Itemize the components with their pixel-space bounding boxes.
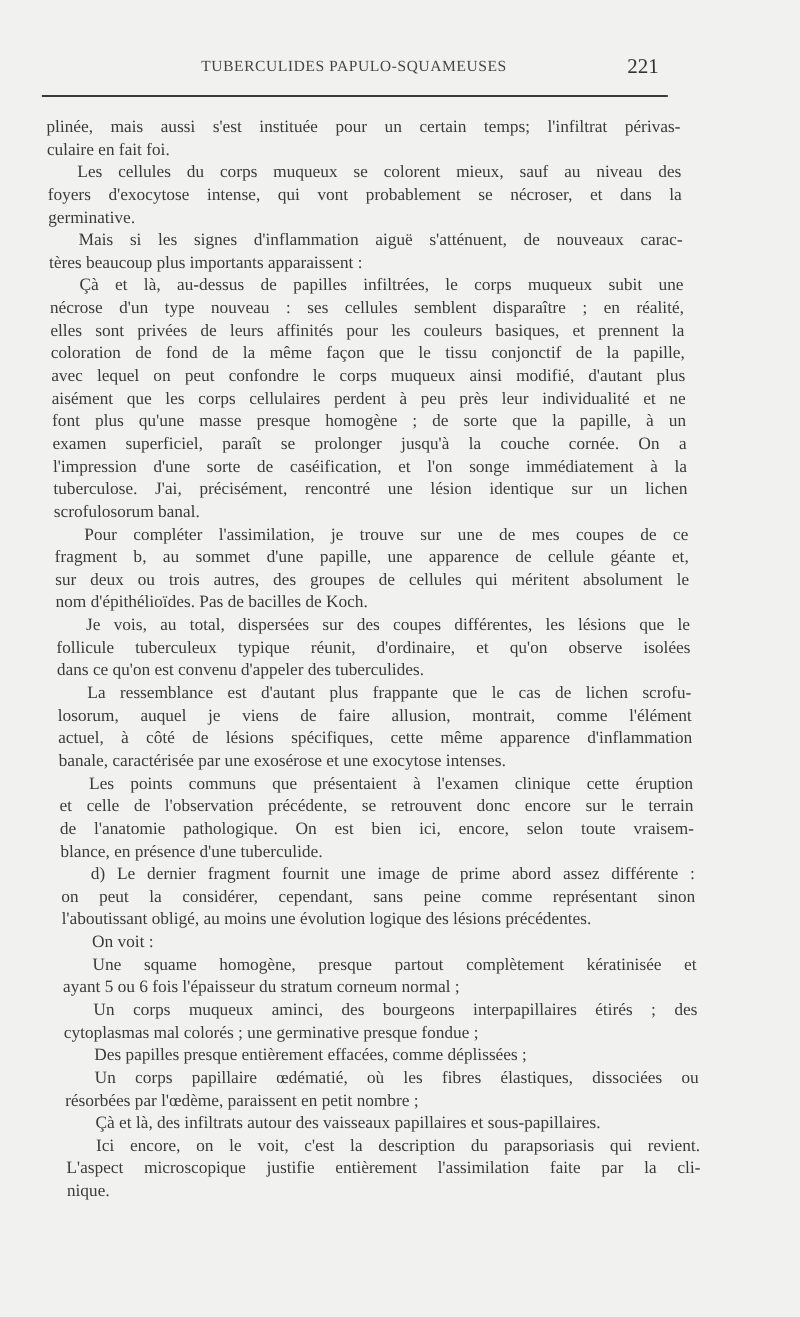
- text-line: foyers d'exocytose intense, qui vont probablement se nécroser, et dans la: [47, 184, 682, 204]
- text-line: cytoplasmas mal colorés ; une germinative presque fondue ;: [63, 1022, 479, 1042]
- text-line: résorbées par l'œdème, paraissent en petit nombre ;: [64, 1090, 419, 1110]
- text-line: fragment b, au sommet d'une papille, une apparence de cellule géante et,: [54, 547, 689, 567]
- text-line: banale, caractérisée par une exosérose et une exocytose intenses.: [58, 750, 506, 770]
- paragraph: [64, 1067, 699, 1112]
- text-line: On voit :: [91, 932, 154, 952]
- text-line: examen superficiel, paraît se prolonger jusqu'à la couche cornée. On a: [52, 433, 687, 453]
- text-line: plinée, mais aussi s'est instituée pour un certain temps; l'infiltrat périvas-: [46, 117, 681, 136]
- text-line: culaire en fait foi.: [46, 139, 170, 159]
- text-line: ayant 5 ou 6 fois l'épaisseur du stratum corneum normal ;: [62, 977, 460, 997]
- text-line: on peut la considérer, cependant, sans peine comme représentant sinon: [61, 886, 696, 906]
- text-line: avec lequel on peut confondre le corps muqueux ainsi modifié, d'autant plus: [51, 366, 686, 386]
- text-line: nique.: [66, 1181, 110, 1201]
- text-line: d) Le dernier fragment fournit une image de prime abord assez différente :: [90, 864, 695, 884]
- header-rule: [42, 95, 668, 97]
- text-line: germinative.: [47, 207, 136, 227]
- text-line: Çà et là, des infiltrats autour des vaisseaux papillaires et sous-papillaires.: [95, 1113, 601, 1133]
- paragraph: [64, 1044, 698, 1067]
- text-line: nécrose d'un type nouveau : ses cellules semblent disparaître ; en réalité,: [49, 298, 685, 318]
- paragraph: [63, 999, 698, 1044]
- text-line: actuel, à côté de lésions spécifiques, cette même apparence d'inflammation: [57, 728, 693, 748]
- text-line: nom d'épithélioïdes. Pas de bacilles de Koch.: [55, 592, 368, 612]
- text-line: Un corps papillaire œdématié, où les fibres élastiques, dissociées ou: [94, 1067, 699, 1087]
- text-line: Çà et là, au-dessus de papilles infiltrées, le corps muqueux subit une: [79, 275, 684, 295]
- text-line: aisément que les corps cellulaires perdent à peu près leur individualité et ne: [51, 388, 686, 408]
- paragraph: [59, 773, 695, 864]
- text-line: elles sont privées de leurs affinités pour les couleurs basiques, et prennent la: [50, 320, 685, 340]
- text-line: losorum, auquel je viens de faire allusion, montrait, comme l'élément: [57, 705, 692, 725]
- paragraph: [54, 524, 690, 615]
- paragraph: [47, 161, 682, 229]
- text-line: tères beaucoup plus importants apparaissent :: [48, 252, 363, 272]
- text-line: Ici encore, on le voit, c'est la description du parapsoriasis qui revient.: [95, 1135, 701, 1155]
- text-line: Je vois, au total, dispersées sur des coupes différentes, les lésions que le: [85, 615, 691, 635]
- text-line: font plus qu'une masse presque homogène ; de sorte que la papille, à un: [51, 411, 687, 431]
- paragraph: [56, 614, 691, 682]
- text-line: coloration de fond de la même façon que le tissu conjonctif de la papille,: [50, 343, 685, 363]
- paragraph: [65, 1112, 699, 1135]
- text-line: Les cellules du corps muqueux se colorent mieux, sauf au niveau des: [77, 162, 682, 182]
- text-line: L'aspect microscopique justifie entièrement l'assimilation faite par la cli-: [66, 1158, 701, 1178]
- text-line: sur deux ou trois autres, des groupes de cellules qui méritent absolument le: [54, 569, 690, 589]
- text-line: Un corps muqueux aminci, des bourgeons interpapillaires étirés ; des: [93, 999, 698, 1019]
- text-line: Mais si les signes d'inflammation aiguë s'atténuent, de nouveaux carac-: [78, 230, 683, 250]
- body-text: [46, 116, 701, 1203]
- text-line: follicule tuberculeux typique réunit, d'ordinaire, et qu'on observe isolées: [56, 637, 691, 657]
- text-line: Une squame homogène, presque partout complètement kératinisée et: [92, 954, 697, 974]
- text-line: Pour compléter l'assimilation, je trouve sur une de mes coupes de ce: [84, 524, 689, 544]
- text-line: La ressemblance est d'autant plus frappante que le cas de lichen scrofu-: [87, 683, 692, 703]
- text-line: scrofulosorum banal.: [53, 501, 200, 521]
- page-number: 221: [627, 54, 659, 78]
- paragraph: [57, 682, 693, 773]
- text-line: et celle de l'observation précédente, se retrouvent donc encore sur le terrain: [59, 796, 694, 816]
- paragraph: [46, 116, 681, 161]
- text-line: l'aboutissant obligé, au moins une évolution logique des lésions précédentes.: [61, 909, 592, 929]
- paragraph: [62, 931, 696, 954]
- paragraph: [66, 1135, 701, 1203]
- text-line: dans ce qu'on est convenu d'appeler des tuberculides.: [56, 660, 425, 680]
- text-line: blance, en présence d'une tuberculide.: [60, 841, 323, 861]
- paragraph: [49, 274, 688, 523]
- text-line: tuberculose. J'ai, précisément, rencontré une lésion identique sur un lichen: [53, 479, 688, 499]
- text-line: de l'anatomie pathologique. On est bien ici, encore, selon toute vraisem-: [59, 818, 695, 838]
- paragraph: [48, 229, 683, 274]
- text-line: l'impression d'une sorte de caséification, et l'on songe immédiatement à la: [52, 456, 688, 476]
- paragraph: [62, 954, 697, 999]
- text-line: Des papilles presque entièrement effacées, comme déplissées ;: [94, 1045, 527, 1065]
- paragraph: [61, 863, 696, 931]
- text-line: Les points communs que présentaient à l'examen clinique cette éruption: [88, 773, 694, 793]
- running-title: TUBERCULIDES PAPULO-SQUAMEUSES: [201, 58, 507, 75]
